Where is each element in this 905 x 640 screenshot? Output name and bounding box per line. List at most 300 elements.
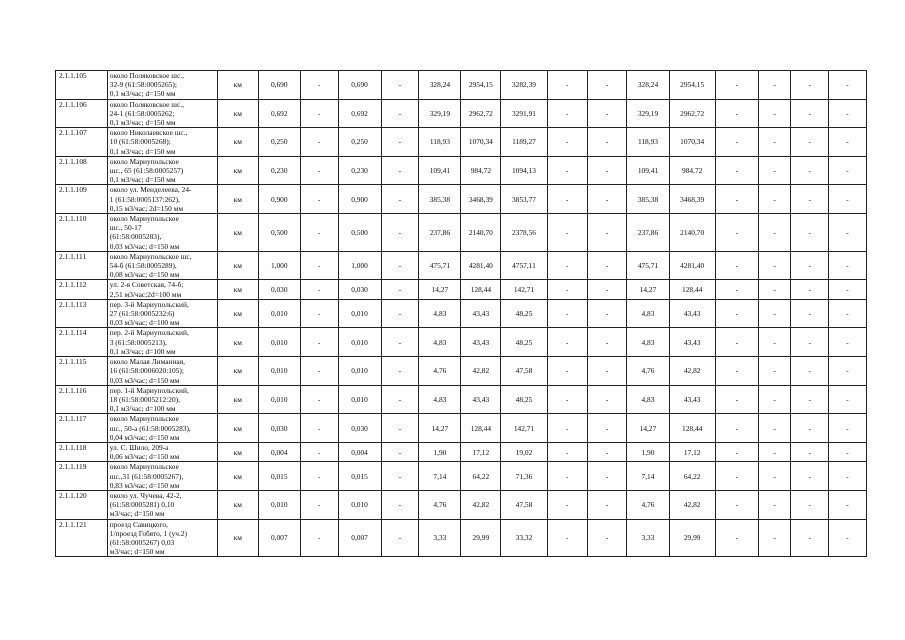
item-description bbox=[107, 185, 217, 214]
item-code: 2.1.1.118 bbox=[56, 442, 108, 461]
unit-cell: км bbox=[217, 462, 258, 491]
value-cell: 4,76 bbox=[627, 357, 669, 386]
description-line: 0,1 м3/час; d=150 мм bbox=[109, 118, 176, 128]
value-cell: - bbox=[791, 490, 829, 519]
item-description bbox=[107, 442, 217, 461]
item-description bbox=[107, 519, 217, 557]
value-cell: - bbox=[547, 519, 587, 557]
value-cell: 14,27 bbox=[419, 414, 461, 443]
description-line: (61:58:0005281) 0,10 bbox=[109, 500, 175, 510]
value-cell: - bbox=[547, 280, 587, 299]
item-code: 2.1.1.117 bbox=[56, 414, 108, 443]
unit-cell: км bbox=[217, 490, 258, 519]
value-cell: 0,692 bbox=[338, 99, 381, 128]
value-cell: 2962,72 bbox=[669, 99, 715, 128]
unit-cell: км bbox=[217, 442, 258, 461]
item-code: 2.1.1.107 bbox=[56, 128, 108, 157]
unit-cell: км bbox=[217, 519, 258, 557]
value-cell: - bbox=[829, 251, 867, 280]
item-code: 2.1.1.121 bbox=[56, 519, 108, 557]
value-cell: - bbox=[587, 385, 627, 414]
item-description bbox=[107, 385, 217, 414]
description-line: 3 (61:58:0005213), bbox=[109, 337, 167, 347]
value-cell: - bbox=[758, 185, 790, 214]
value-cell: 118,93 bbox=[627, 128, 669, 157]
value-cell: 71,36 bbox=[501, 462, 547, 491]
value-cell: 2954,15 bbox=[461, 71, 501, 100]
description-line: 0,1 м3/час; d=150 мм bbox=[109, 175, 176, 185]
description-line: 0,1 м3/час; d=150 мм bbox=[109, 146, 176, 156]
table-row bbox=[56, 385, 867, 414]
data-table bbox=[55, 70, 867, 557]
table-row bbox=[56, 128, 867, 157]
item-code: 2.1.1.116 bbox=[56, 385, 108, 414]
table-row bbox=[56, 357, 867, 386]
unit-cell: км bbox=[217, 328, 258, 357]
value-cell: - bbox=[829, 328, 867, 357]
value-cell: - bbox=[758, 251, 790, 280]
value-cell: 142,71 bbox=[501, 414, 547, 443]
value-cell: - bbox=[381, 71, 419, 100]
item-code: 2.1.1.111 bbox=[56, 251, 108, 280]
value-cell: - bbox=[715, 442, 758, 461]
value-cell: 0,004 bbox=[258, 442, 300, 461]
value-cell: 0,015 bbox=[258, 462, 300, 491]
value-cell: - bbox=[587, 328, 627, 357]
value-cell: 0,900 bbox=[258, 185, 300, 214]
value-cell: 4,76 bbox=[419, 357, 461, 386]
description-line: около Поляковское шс., bbox=[109, 71, 184, 80]
value-cell: - bbox=[829, 214, 867, 252]
value-cell: - bbox=[381, 214, 419, 252]
value-cell: - bbox=[715, 357, 758, 386]
unit-cell: км bbox=[217, 99, 258, 128]
table-row bbox=[56, 71, 867, 100]
table-row bbox=[56, 519, 867, 557]
value-cell: 128,44 bbox=[461, 414, 501, 443]
value-cell: - bbox=[381, 462, 419, 491]
value-cell: - bbox=[829, 357, 867, 386]
item-description bbox=[107, 71, 217, 100]
value-cell: - bbox=[829, 519, 867, 557]
value-cell: - bbox=[300, 280, 338, 299]
value-cell: 984,72 bbox=[461, 156, 501, 185]
value-cell: - bbox=[829, 280, 867, 299]
unit-cell: км bbox=[217, 251, 258, 280]
item-code: 2.1.1.119 bbox=[56, 462, 108, 491]
description-line: проезд Савицкого, bbox=[109, 519, 168, 529]
value-cell: 0,010 bbox=[258, 299, 300, 328]
value-cell: 29,99 bbox=[669, 519, 715, 557]
value-cell: - bbox=[791, 99, 829, 128]
value-cell: - bbox=[587, 299, 627, 328]
item-code: 2.1.1.105 bbox=[56, 71, 108, 100]
item-code: 2.1.1.109 bbox=[56, 185, 108, 214]
unit-cell: км bbox=[217, 385, 258, 414]
value-cell: 0,010 bbox=[338, 328, 381, 357]
description-line: около Николаевское шс., bbox=[109, 128, 188, 138]
value-cell: 17,12 bbox=[669, 442, 715, 461]
value-cell: - bbox=[715, 280, 758, 299]
value-cell: - bbox=[300, 442, 338, 461]
value-cell: 48,25 bbox=[501, 328, 547, 357]
item-code: 2.1.1.108 bbox=[56, 156, 108, 185]
value-cell: 14,27 bbox=[627, 414, 669, 443]
value-cell: - bbox=[587, 442, 627, 461]
value-cell: 64,22 bbox=[669, 462, 715, 491]
value-cell: 42,82 bbox=[669, 490, 715, 519]
description-line: м3/час; d=150 мм bbox=[109, 509, 165, 519]
item-description bbox=[107, 414, 217, 443]
value-cell: 47,58 bbox=[501, 357, 547, 386]
value-cell: 3,33 bbox=[419, 519, 461, 557]
value-cell: - bbox=[547, 251, 587, 280]
value-cell: - bbox=[587, 185, 627, 214]
description-line: 27 (61:58:0005232:6) bbox=[109, 309, 175, 319]
value-cell: 1094,13 bbox=[501, 156, 547, 185]
value-cell: - bbox=[547, 299, 587, 328]
value-cell: 4281,40 bbox=[461, 251, 501, 280]
value-cell: 3468,39 bbox=[461, 185, 501, 214]
value-cell: 0,250 bbox=[338, 128, 381, 157]
value-cell: - bbox=[587, 71, 627, 100]
value-cell: - bbox=[381, 357, 419, 386]
description-line: около Мариупольское bbox=[109, 462, 179, 472]
value-cell: - bbox=[758, 357, 790, 386]
unit-cell: км bbox=[217, 357, 258, 386]
value-cell: 2140,70 bbox=[669, 214, 715, 252]
description-line: 16 (61:58:0006020:105); bbox=[109, 366, 184, 376]
item-code: 2.1.1.120 bbox=[56, 490, 108, 519]
value-cell: - bbox=[381, 490, 419, 519]
value-cell: 0,230 bbox=[258, 156, 300, 185]
value-cell: 128,44 bbox=[669, 414, 715, 443]
value-cell: 118,93 bbox=[419, 128, 461, 157]
description-line: 32-9 (61:58:0005265); bbox=[109, 80, 177, 90]
value-cell: - bbox=[547, 185, 587, 214]
value-cell: - bbox=[381, 328, 419, 357]
value-cell: - bbox=[715, 99, 758, 128]
value-cell: - bbox=[758, 414, 790, 443]
value-cell: - bbox=[829, 128, 867, 157]
value-cell: 43,43 bbox=[669, 328, 715, 357]
value-cell: 2962,72 bbox=[461, 99, 501, 128]
value-cell: 4,83 bbox=[419, 299, 461, 328]
item-description bbox=[107, 462, 217, 491]
description-line: 18 (61:58:0005212:20), bbox=[109, 394, 180, 404]
value-cell: 4,83 bbox=[627, 299, 669, 328]
value-cell: 3468,39 bbox=[669, 185, 715, 214]
description-line: шс.,31 (61:58:0005267), bbox=[109, 471, 184, 481]
value-cell: - bbox=[715, 156, 758, 185]
value-cell: 0,010 bbox=[258, 328, 300, 357]
item-description bbox=[107, 299, 217, 328]
value-cell: 1,90 bbox=[627, 442, 669, 461]
value-cell: 14,27 bbox=[627, 280, 669, 299]
value-cell: 237,86 bbox=[627, 214, 669, 252]
value-cell: 0,010 bbox=[338, 299, 381, 328]
value-cell: 984,72 bbox=[669, 156, 715, 185]
value-cell: - bbox=[791, 357, 829, 386]
description-line: около Малая Лиманная, bbox=[109, 357, 185, 367]
value-cell: - bbox=[791, 299, 829, 328]
value-cell: - bbox=[715, 71, 758, 100]
value-cell: 7,14 bbox=[627, 462, 669, 491]
description-line: 0,1 м3/час; d=150 мм bbox=[109, 89, 176, 99]
description-line: 54-б (61:58:0005289), bbox=[109, 261, 177, 271]
table-row bbox=[56, 328, 867, 357]
value-cell: 475,71 bbox=[627, 251, 669, 280]
value-cell: - bbox=[587, 128, 627, 157]
value-cell: - bbox=[758, 214, 790, 252]
value-cell: - bbox=[829, 490, 867, 519]
value-cell: - bbox=[715, 128, 758, 157]
unit-cell: км bbox=[217, 299, 258, 328]
value-cell: 4,83 bbox=[419, 328, 461, 357]
item-description bbox=[107, 328, 217, 357]
value-cell: 109,41 bbox=[627, 156, 669, 185]
value-cell: - bbox=[829, 414, 867, 443]
value-cell: 42,82 bbox=[669, 357, 715, 386]
value-cell: 0,010 bbox=[338, 357, 381, 386]
value-cell: 475,71 bbox=[419, 251, 461, 280]
value-cell: 4281,40 bbox=[669, 251, 715, 280]
value-cell: - bbox=[791, 442, 829, 461]
item-code: 2.1.1.114 bbox=[56, 328, 108, 357]
value-cell: - bbox=[829, 385, 867, 414]
value-cell: - bbox=[587, 357, 627, 386]
value-cell: - bbox=[758, 385, 790, 414]
item-code: 2.1.1.113 bbox=[56, 299, 108, 328]
value-cell: 385,38 bbox=[627, 185, 669, 214]
value-cell: 0,690 bbox=[258, 71, 300, 100]
item-code: 2.1.1.115 bbox=[56, 357, 108, 386]
value-cell: - bbox=[381, 99, 419, 128]
value-cell: - bbox=[381, 156, 419, 185]
value-cell: - bbox=[300, 214, 338, 252]
value-cell: 109,41 bbox=[419, 156, 461, 185]
value-cell: - bbox=[829, 156, 867, 185]
value-cell: 17,12 bbox=[461, 442, 501, 461]
unit-cell: км bbox=[217, 71, 258, 100]
value-cell: 0,690 bbox=[338, 71, 381, 100]
value-cell: 19,02 bbox=[501, 442, 547, 461]
description-line: 0,08 м3/час; d=150 мм bbox=[109, 270, 180, 280]
value-cell: - bbox=[587, 490, 627, 519]
value-cell: - bbox=[381, 519, 419, 557]
value-cell: - bbox=[300, 185, 338, 214]
description-line: ул. 2-я Советская, 74-б; bbox=[109, 280, 184, 290]
value-cell: - bbox=[791, 328, 829, 357]
value-cell: - bbox=[758, 299, 790, 328]
value-cell: 1189,27 bbox=[501, 128, 547, 157]
description-line: 0,03 м3/час; d=150 мм bbox=[109, 241, 180, 251]
value-cell: 43,43 bbox=[461, 328, 501, 357]
description-line: 0,03 м3/час; d=100 мм bbox=[109, 318, 180, 328]
item-description bbox=[107, 156, 217, 185]
item-code: 2.1.1.112 bbox=[56, 280, 108, 299]
value-cell: - bbox=[547, 462, 587, 491]
value-cell: - bbox=[547, 414, 587, 443]
value-cell: 0,010 bbox=[338, 385, 381, 414]
value-cell: - bbox=[381, 385, 419, 414]
value-cell: 0,007 bbox=[338, 519, 381, 557]
description-line: шс., 50-а (61:58:0005283), bbox=[109, 423, 191, 433]
value-cell: 42,82 bbox=[461, 357, 501, 386]
value-cell: - bbox=[715, 185, 758, 214]
value-cell: - bbox=[791, 414, 829, 443]
value-cell: - bbox=[300, 128, 338, 157]
description-line: (61:58:0005283), bbox=[109, 232, 162, 242]
value-cell: - bbox=[791, 519, 829, 557]
value-cell: 0,004 bbox=[338, 442, 381, 461]
value-cell: - bbox=[715, 414, 758, 443]
description-line: 10 (61:58:0005268); bbox=[109, 137, 171, 147]
value-cell: 48,25 bbox=[501, 385, 547, 414]
table-row bbox=[56, 490, 867, 519]
value-cell: - bbox=[791, 156, 829, 185]
value-cell: 4,76 bbox=[627, 490, 669, 519]
table-row bbox=[56, 462, 867, 491]
value-cell: 43,43 bbox=[669, 299, 715, 328]
value-cell: - bbox=[300, 299, 338, 328]
description-line: 0,03 м3/час; d=150 мм bbox=[109, 375, 180, 385]
description-line: (61:58:0005267) 0,03 bbox=[109, 537, 175, 547]
description-line: ул. С. Шило, 209-а bbox=[109, 442, 169, 452]
value-cell: 0,230 bbox=[338, 156, 381, 185]
value-cell: - bbox=[587, 462, 627, 491]
value-cell: - bbox=[300, 357, 338, 386]
value-cell: - bbox=[791, 385, 829, 414]
value-cell: - bbox=[715, 328, 758, 357]
description-line: около ул. Чучева, 42-2, bbox=[109, 490, 182, 500]
value-cell: - bbox=[300, 385, 338, 414]
value-cell: 0,010 bbox=[258, 357, 300, 386]
description-line: м3/час; d=150 мм bbox=[109, 547, 165, 557]
unit-cell: км bbox=[217, 128, 258, 157]
value-cell: 0,030 bbox=[338, 414, 381, 443]
value-cell: - bbox=[791, 251, 829, 280]
value-cell: 0,250 bbox=[258, 128, 300, 157]
value-cell: 142,71 bbox=[501, 280, 547, 299]
description-line: около Мариупольское bbox=[109, 214, 179, 224]
value-cell: - bbox=[547, 99, 587, 128]
value-cell: - bbox=[381, 185, 419, 214]
value-cell: - bbox=[547, 156, 587, 185]
value-cell: 29,99 bbox=[461, 519, 501, 557]
value-cell: - bbox=[791, 71, 829, 100]
value-cell: 3282,39 bbox=[501, 71, 547, 100]
value-cell: - bbox=[587, 214, 627, 252]
description-line: 0,06 м3/час; d=150 мм bbox=[109, 452, 180, 462]
value-cell: 237,86 bbox=[419, 214, 461, 252]
table-row bbox=[56, 414, 867, 443]
value-cell: - bbox=[381, 442, 419, 461]
value-cell: 329,19 bbox=[627, 99, 669, 128]
value-cell: - bbox=[829, 442, 867, 461]
description-line: около Мариупольское bbox=[109, 414, 179, 424]
value-cell: 2378,56 bbox=[501, 214, 547, 252]
table-row bbox=[56, 442, 867, 461]
value-cell: 33,32 bbox=[501, 519, 547, 557]
item-description bbox=[107, 99, 217, 128]
description-line: 24-1 (61:58:0005262; bbox=[109, 108, 175, 118]
value-cell: - bbox=[715, 519, 758, 557]
value-cell: - bbox=[758, 156, 790, 185]
value-cell: - bbox=[758, 99, 790, 128]
value-cell: - bbox=[791, 214, 829, 252]
value-cell: - bbox=[758, 128, 790, 157]
value-cell: 328,24 bbox=[627, 71, 669, 100]
value-cell: - bbox=[758, 519, 790, 557]
unit-cell: км bbox=[217, 185, 258, 214]
value-cell: - bbox=[829, 462, 867, 491]
item-description bbox=[107, 357, 217, 386]
value-cell: 128,44 bbox=[461, 280, 501, 299]
description-line: около ул. Менделеева, 24- bbox=[109, 185, 192, 195]
value-cell: - bbox=[300, 414, 338, 443]
description-line: пер. 1-й Мариупольский, bbox=[109, 385, 189, 395]
unit-cell: км bbox=[217, 156, 258, 185]
description-line: 1 (61:58:0005137:262), bbox=[109, 194, 180, 204]
value-cell: 43,43 bbox=[461, 299, 501, 328]
value-cell: 1,000 bbox=[338, 251, 381, 280]
value-cell: - bbox=[381, 299, 419, 328]
value-cell: - bbox=[381, 251, 419, 280]
value-cell: - bbox=[829, 185, 867, 214]
value-cell: 0,900 bbox=[338, 185, 381, 214]
table-row bbox=[56, 214, 867, 252]
value-cell: - bbox=[300, 156, 338, 185]
description-line: пер. 3-й Мариупольский, bbox=[109, 299, 189, 309]
item-description bbox=[107, 128, 217, 157]
table-row bbox=[56, 99, 867, 128]
value-cell: 328,24 bbox=[419, 71, 461, 100]
value-cell: 1070,34 bbox=[669, 128, 715, 157]
item-description bbox=[107, 490, 217, 519]
value-cell: - bbox=[587, 156, 627, 185]
value-cell: 0,692 bbox=[258, 99, 300, 128]
value-cell: - bbox=[715, 214, 758, 252]
item-description bbox=[107, 280, 217, 299]
description-line: шс., 65 (61:58:0005257) bbox=[109, 166, 184, 176]
value-cell: - bbox=[300, 462, 338, 491]
value-cell: - bbox=[758, 328, 790, 357]
value-cell: - bbox=[300, 99, 338, 128]
description-line: около Мариупольское bbox=[109, 156, 179, 166]
unit-cell: км bbox=[217, 280, 258, 299]
value-cell: 1070,34 bbox=[461, 128, 501, 157]
value-cell: 1,000 bbox=[258, 251, 300, 280]
value-cell: - bbox=[829, 71, 867, 100]
table-row bbox=[56, 299, 867, 328]
document-page bbox=[55, 70, 867, 557]
value-cell: 385,38 bbox=[419, 185, 461, 214]
table-row bbox=[56, 251, 867, 280]
value-cell: - bbox=[715, 385, 758, 414]
value-cell: - bbox=[758, 490, 790, 519]
value-cell: - bbox=[300, 490, 338, 519]
value-cell: - bbox=[547, 442, 587, 461]
value-cell: - bbox=[381, 280, 419, 299]
value-cell: 14,27 bbox=[419, 280, 461, 299]
value-cell: - bbox=[829, 99, 867, 128]
description-line: около Поляковское шс., bbox=[109, 99, 184, 109]
value-cell: 0,010 bbox=[258, 490, 300, 519]
value-cell: - bbox=[300, 519, 338, 557]
value-cell: 47,58 bbox=[501, 490, 547, 519]
item-description bbox=[107, 251, 217, 280]
